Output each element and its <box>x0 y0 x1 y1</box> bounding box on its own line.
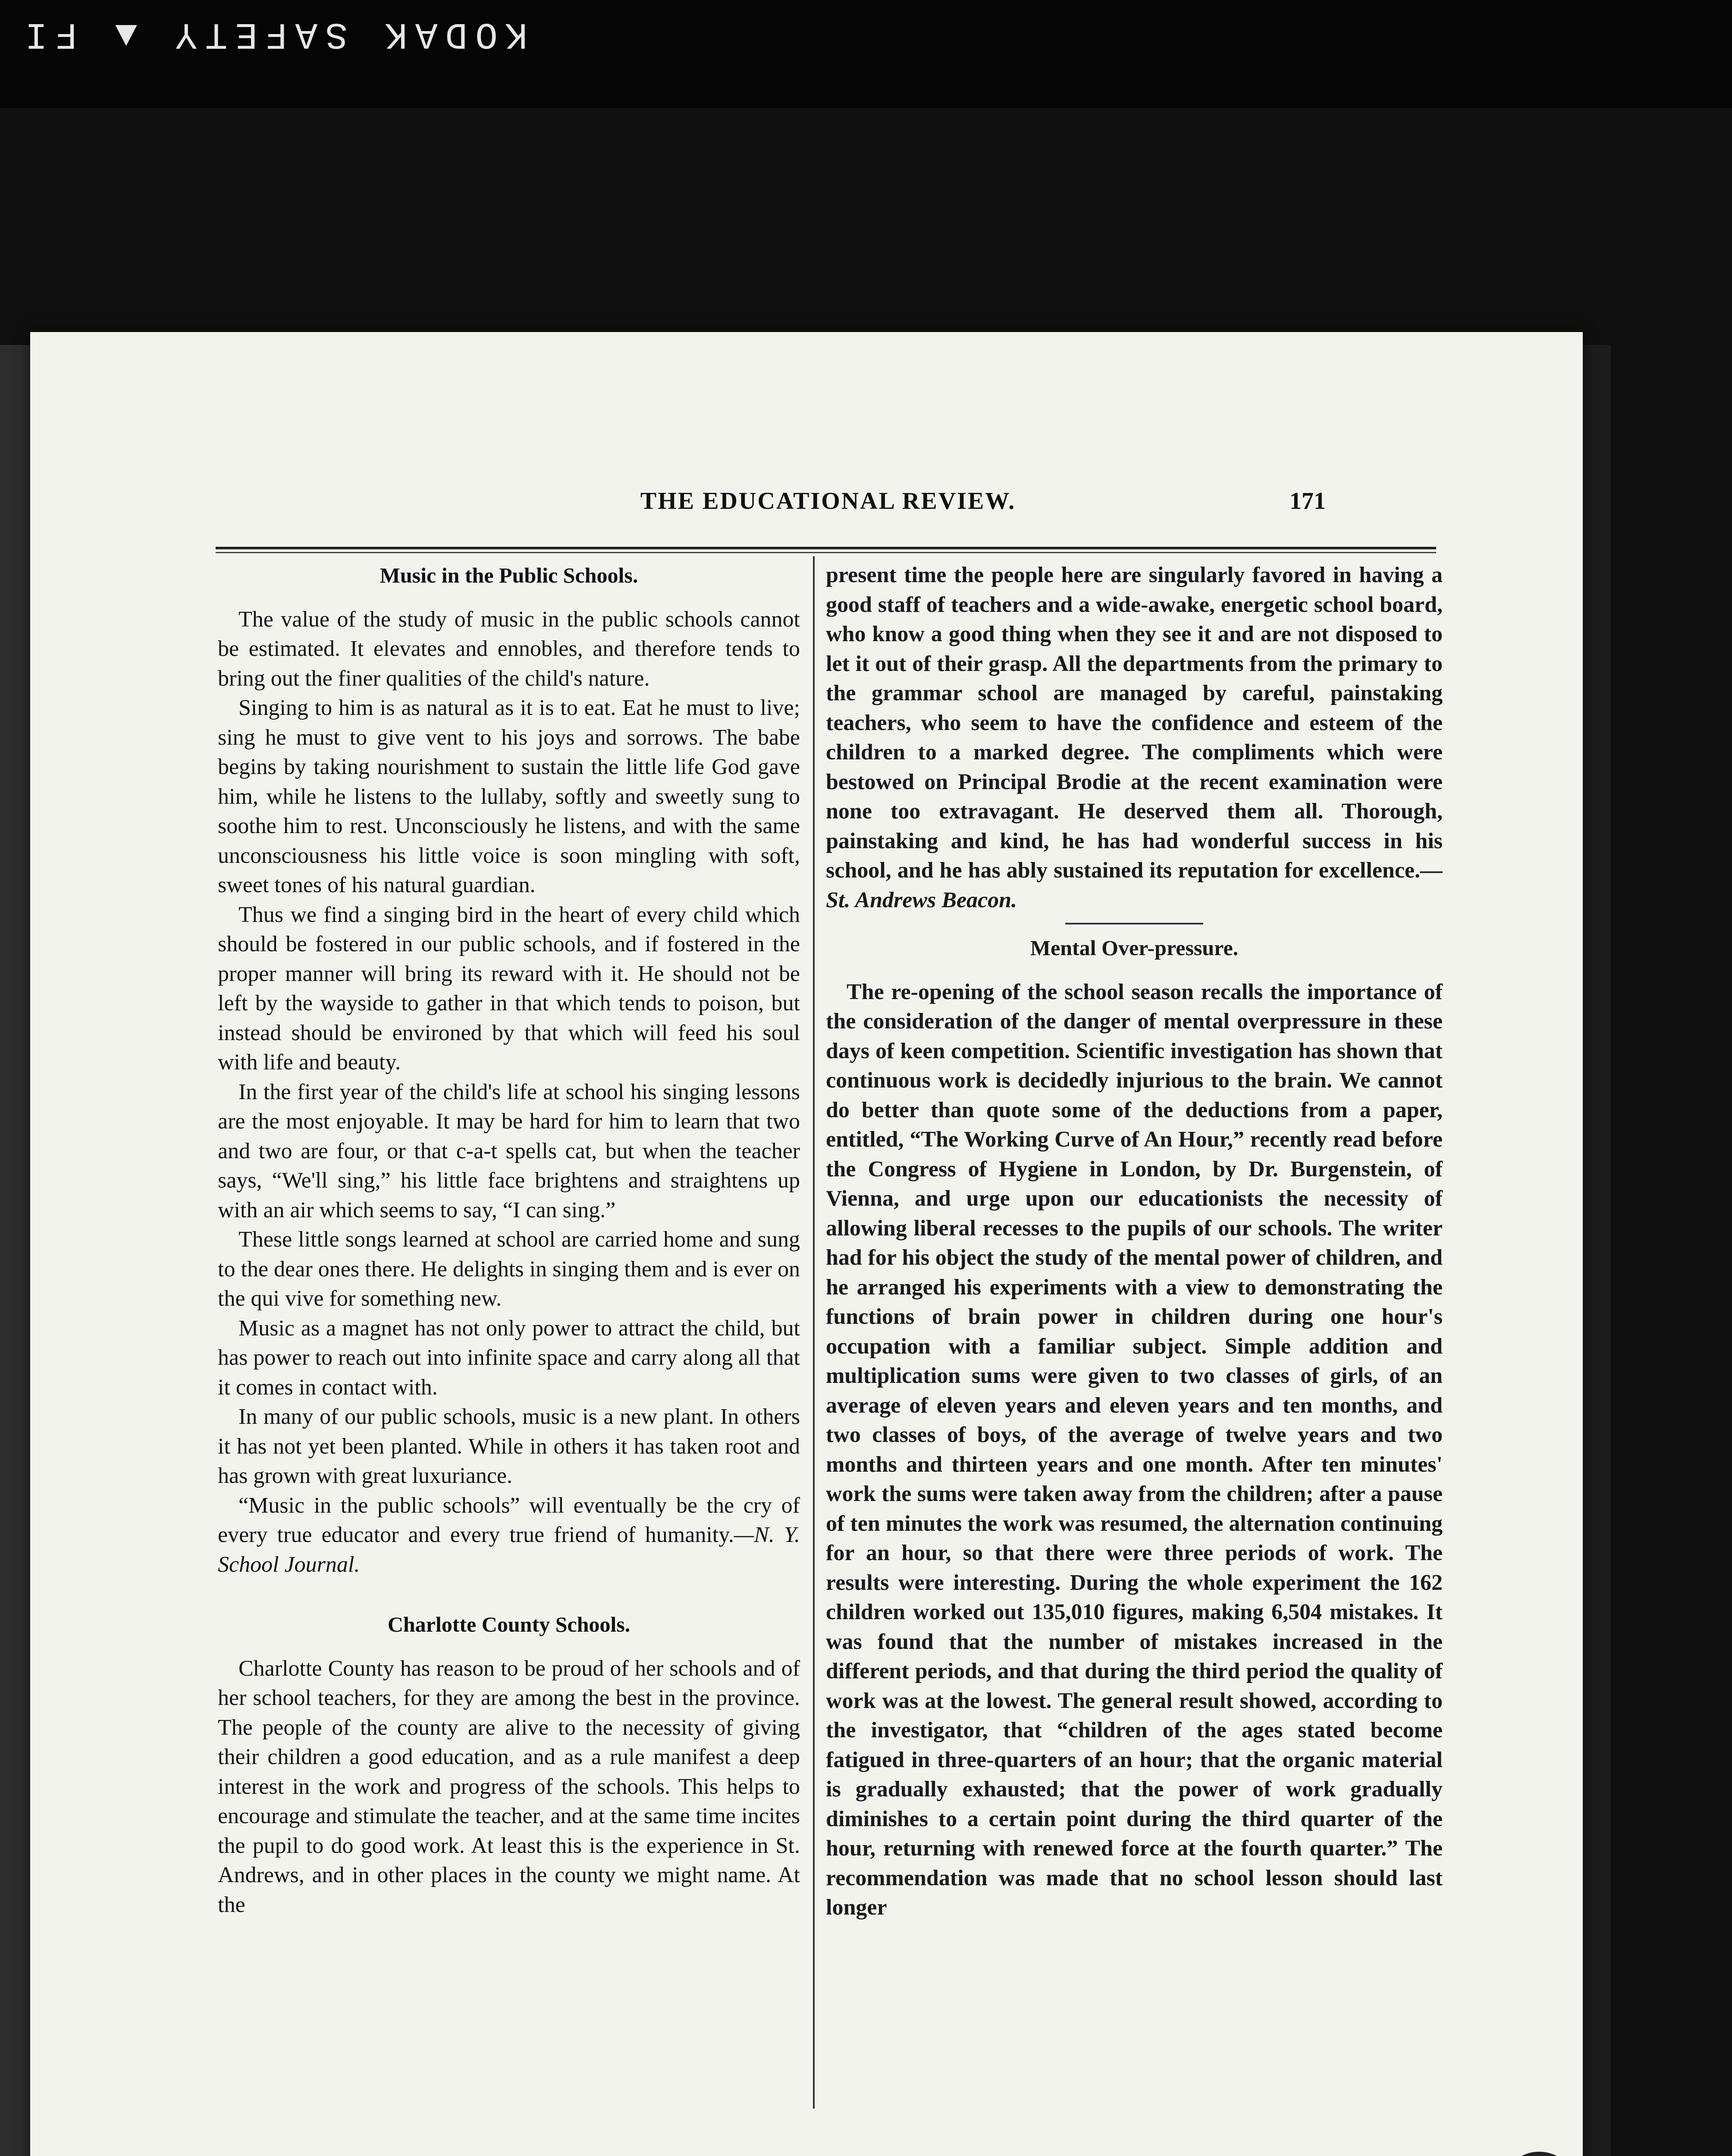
section-rule <box>1065 923 1203 924</box>
music-paragraph: Singing to him is as natural as it is to eat. Eat he must to live; sing he must to give vent to his joys and sorrows. The babe begins by taking nourishment to sustain the little life God gave him, while he listens to the lullaby, softly and sweetly sung to soothe him to rest. Unconsciously he listens, and with the same unconsciousness his little voice is soon mingling with soft, sweet tones of his natural guardian. <box>218 696 800 897</box>
film-edge-label: KODAK SAFETY ▲ FI <box>17 13 528 55</box>
charlotte-paragraph: Charlotte County has reason to be proud of her schools and of her school teachers, for they are among the best in the province. The people of the county are alive to the necessity of giving their children a good education, and as a rule manifest a deep interest in the work and progress of the schools. This helps to encourage and stimulate the teacher, and at the same time incites the pupil to do good work. At least this is the experience in St. Andrews, and in other places in the county we might name. At the <box>218 1656 800 1917</box>
article-title-music: Music in the Public Schools. <box>380 563 638 587</box>
running-title: THE EDUCATIONAL REVIEW. <box>640 488 1016 514</box>
music-paragraph: In many of our public schools, music is a new plant. In others it has not yet been planted. While in others it has taken root and has grown with great luxuriance. <box>218 1404 800 1488</box>
music-paragraph: Music as a magnet has not only power to attract the child, but has power to reach out into infinite space and carry along all that it comes in contact with. <box>218 1316 800 1400</box>
journal-page <box>30 332 1583 2156</box>
column-divider <box>813 556 815 2109</box>
music-paragraph: In the first year of the child's life at school his singing lessons are the most enjoyable. It may be hard for him to learn that two and two are four, or that c-a-t spells cat, but when the teacher says, “We'll sing,” his little face brightens and straightens up with an air which seems to say, “I can sing.” <box>218 1079 800 1222</box>
charlotte-continuation-text: present time the people here are singularly favored in having a good staff of teachers and a wide-awake, energetic school board, who know a good thing when they see it and are not disposed to let it out of their grasp. All the departments from the primary to the grammar school are managed by careful, painstaking teachers, who seem to have the confidence and esteem of the children to a marked degree. The compliments which were bestowed on Principal Brodie at the recent examination were none too extravagant. He deserved them all. Thorough, painstaking and kind, he has had wonderful success in his school, and he has ably sustained its reputation for excellence. <box>826 563 1443 883</box>
charlotte-continuation <box>826 561 1443 915</box>
music-paragraph: Thus we find a singing bird in the heart of every child which should be fostered in our public schools, and if fostered in the proper manner will bring its reward with it. He should not be left by the wayside to gather in that which tends to poison, but instead should be environed by that which will feed his soul with life and beauty. <box>218 902 800 1075</box>
charlotte-attribution: —St. Andrews Beacon. <box>826 858 1443 912</box>
header-rule <box>216 547 1436 549</box>
music-closing-text: “Music in the public schools” will eventually be the cry of every true educator and every true friend of humanity. <box>218 1493 800 1547</box>
music-paragraph: These little songs learned at school are carried home and sung to the dear ones there. He delights in singing them and is ever on the qui vive for something new. <box>218 1227 800 1311</box>
music-paragraph-last <box>218 1491 800 1580</box>
page-number: 171 <box>1290 488 1326 514</box>
left-column <box>218 561 800 1920</box>
music-attribution: —N. Y. School Journal. <box>218 1523 800 1577</box>
header-rule-thin <box>216 552 1436 553</box>
music-paragraph: The value of the study of music in the public schools cannot be estimated. It elevates and ennobles, and therefore tends to bring out the finer qualities of the child's nature. <box>218 607 800 691</box>
overpressure-paragraph: The re-opening of the school season recalls the importance of the consideration of the danger of mental overpressure in these days of keen competition. Scientific investigation has shown that continuous work is decidedly injurious to the brain. We cannot do better than quote some of the deductions from a paper, entitled, “The Working Curve of An Hour,” recently read before the Congress of Hygiene in London, by Dr. Burgenstein, of Vienna, and urge upon our educationists the necessity of allowing liberal recesses to the pupils of our schools. The writer had for his object the study of the mental power of children, and he arranged his experiments with a view to demonstrating the functions of brain power in children during one hour's occupation with a familiar subject. Simple addition and multiplication sums were given to two classes of girls, of an average of eleven years and eleven years and ten months, and two classes of boys, of the average of twelve years and two months and thirteen years and one month. After ten minutes' work the sums were taken away from the children; after a pause of ten minutes the work was resumed, the alternation continuing for an hour, so that there were three periods of work. The results were interesting. During the whole experiment the 162 children worked out 135,010 figures, making 6,504 mistakes. It was found that the number of mistakes increased in the different periods, and that during the third period the quality of work was at the lowest. The general result showed, according to the investigator, that “children of the ages stated become fatigued in three-quarters of an hour; that the organic material is gradually exhausted; that the power of work gradually diminishes to a certain point during the third quarter of the hour, returning with renewed force at the fourth quarter.” The recommendation was made that no school lesson should last longer <box>826 979 1443 1920</box>
right-column <box>826 561 1443 1923</box>
article-title-overpressure: Mental Over-pressure. <box>1030 936 1239 960</box>
film-edge <box>0 0 1732 108</box>
article-title-charlotte: Charlotte County Schools. <box>387 1612 631 1636</box>
